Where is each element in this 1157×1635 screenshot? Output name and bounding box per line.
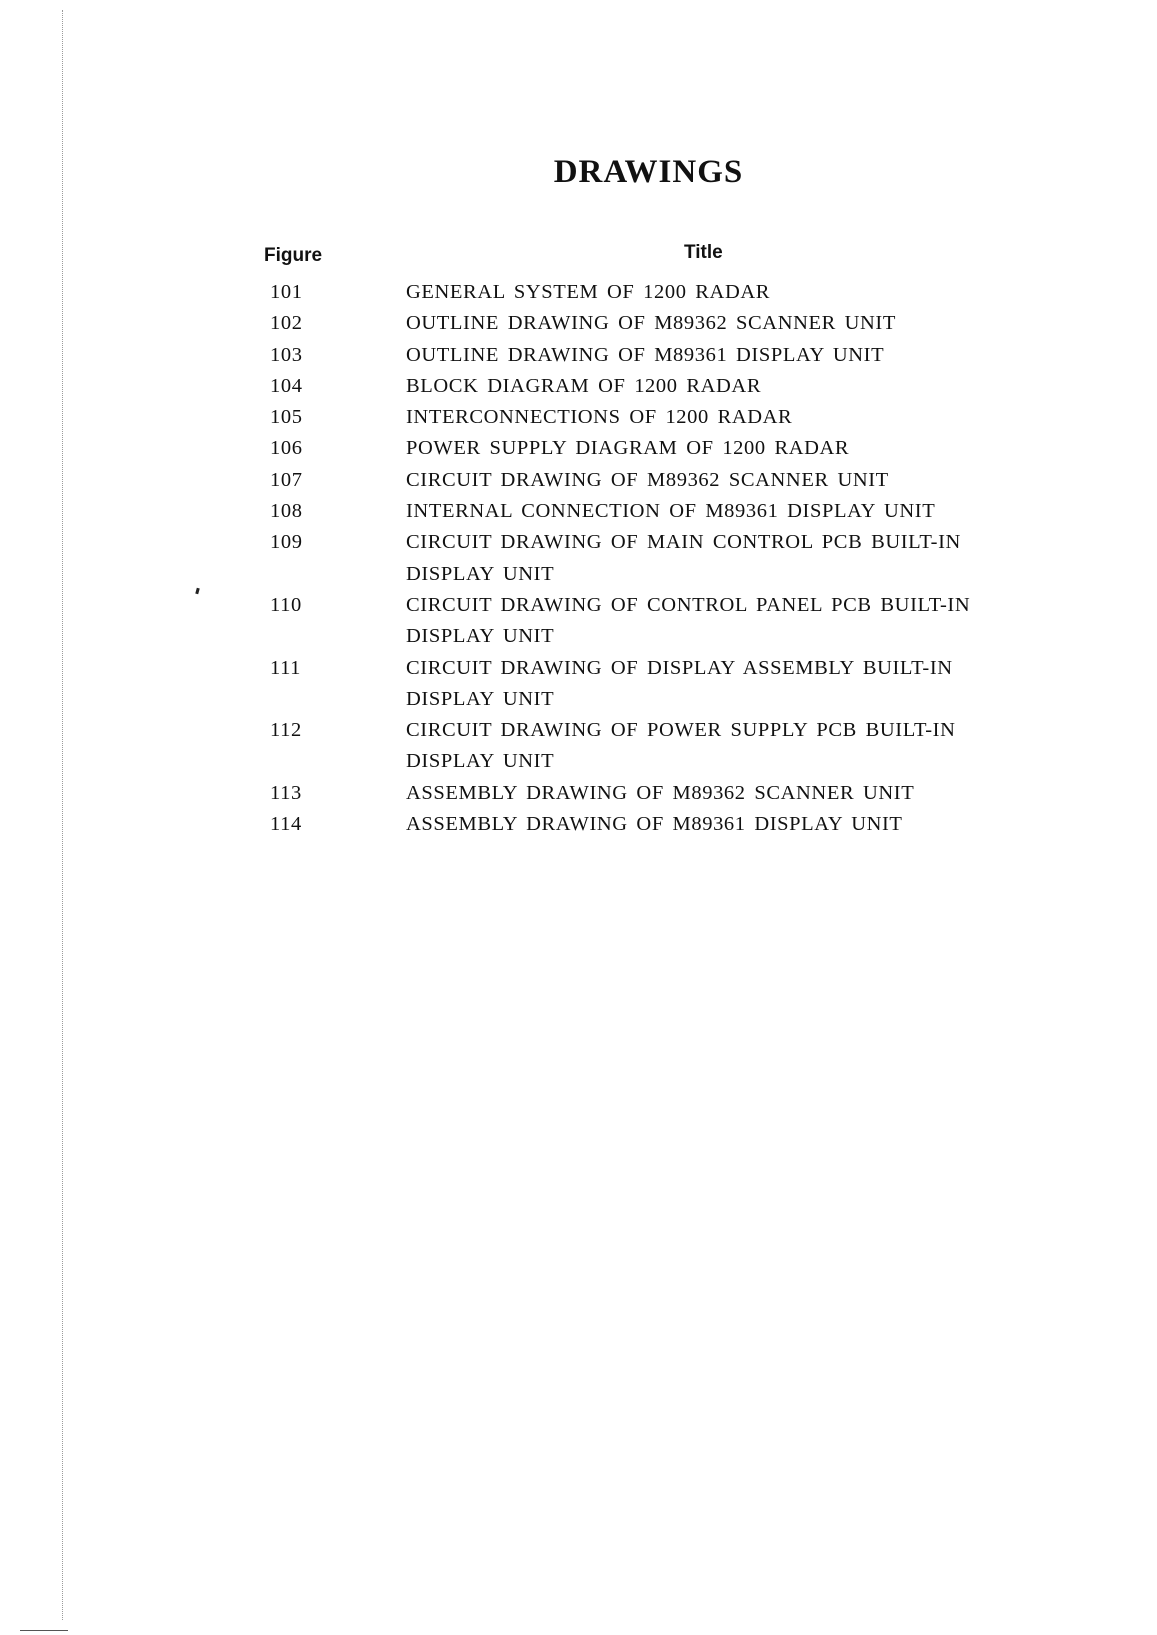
figure-title: CIRCUIT DRAWING OF DISPLAY ASSEMBLY BUILT-IN DISPLAY UNIT bbox=[406, 656, 953, 710]
list-item bbox=[270, 527, 1030, 590]
list-item bbox=[270, 371, 1030, 402]
figure-title: OUTLINE DRAWING OF M89361 DISPLAY UNIT bbox=[406, 343, 885, 366]
figure-number: 105 bbox=[270, 406, 303, 429]
list-item bbox=[270, 277, 1030, 308]
drawings-list bbox=[270, 277, 1030, 840]
title-column-header: Title bbox=[684, 242, 723, 263]
figure-number: 109 bbox=[270, 531, 303, 554]
figure-number: 111 bbox=[270, 656, 302, 679]
figure-number: 112 bbox=[270, 719, 302, 742]
figure-title: ASSEMBLY DRAWING OF M89362 SCANNER UNIT bbox=[406, 781, 915, 804]
list-item bbox=[270, 340, 1030, 371]
figure-title: POWER SUPPLY DIAGRAM OF 1200 RADAR bbox=[406, 437, 850, 460]
figure-number: 102 bbox=[270, 312, 303, 335]
figure-title: INTERNAL CONNECTION OF M89361 DISPLAY UNIT bbox=[406, 500, 936, 523]
figure-number: 113 bbox=[270, 781, 302, 804]
figure-title: INTERCONNECTIONS OF 1200 RADAR bbox=[406, 406, 793, 429]
figure-title: CIRCUIT DRAWING OF MAIN CONTROL PCB BUILT-IN DISPLAY UNIT bbox=[406, 531, 961, 585]
figure-number: 103 bbox=[270, 343, 303, 366]
figure-title: GENERAL SYSTEM OF 1200 RADAR bbox=[406, 281, 771, 303]
figure-title: OUTLINE DRAWING OF M89362 SCANNER UNIT bbox=[406, 312, 896, 335]
figure-number: 114 bbox=[270, 813, 302, 836]
list-item bbox=[270, 496, 1030, 527]
list-item bbox=[270, 402, 1030, 433]
figure-number: 106 bbox=[270, 437, 303, 460]
list-item bbox=[270, 653, 1030, 716]
figure-title: ASSEMBLY DRAWING OF M89361 DISPLAY UNIT bbox=[406, 813, 903, 836]
list-item bbox=[270, 308, 1030, 339]
list-item bbox=[270, 590, 1030, 653]
figure-number: 107 bbox=[270, 468, 303, 491]
figure-number: 110 bbox=[270, 593, 302, 616]
list-item bbox=[270, 809, 1030, 840]
figure-column-header: Figure bbox=[264, 245, 323, 266]
figure-number: 104 bbox=[270, 374, 303, 397]
list-item bbox=[270, 433, 1030, 464]
page-title: DRAWINGS bbox=[553, 154, 744, 191]
bottom-edge-rule bbox=[20, 1630, 68, 1631]
list-item bbox=[270, 715, 1030, 778]
scan-speck bbox=[195, 588, 199, 595]
figure-number: 108 bbox=[270, 500, 303, 523]
list-item bbox=[270, 778, 1030, 809]
figure-title: BLOCK DIAGRAM OF 1200 RADAR bbox=[406, 374, 762, 397]
list-item bbox=[270, 465, 1030, 496]
figure-number: 101 bbox=[270, 281, 303, 303]
figure-title: CIRCUIT DRAWING OF M89362 SCANNER UNIT bbox=[406, 468, 889, 491]
scan-edge-artifact bbox=[62, 10, 63, 1620]
figure-title: CIRCUIT DRAWING OF CONTROL PANEL PCB BUILT-IN DISPLAY UNIT bbox=[406, 593, 971, 648]
figure-title: CIRCUIT DRAWING OF POWER SUPPLY PCB BUILT-IN DISPLAY UNIT bbox=[406, 719, 956, 773]
